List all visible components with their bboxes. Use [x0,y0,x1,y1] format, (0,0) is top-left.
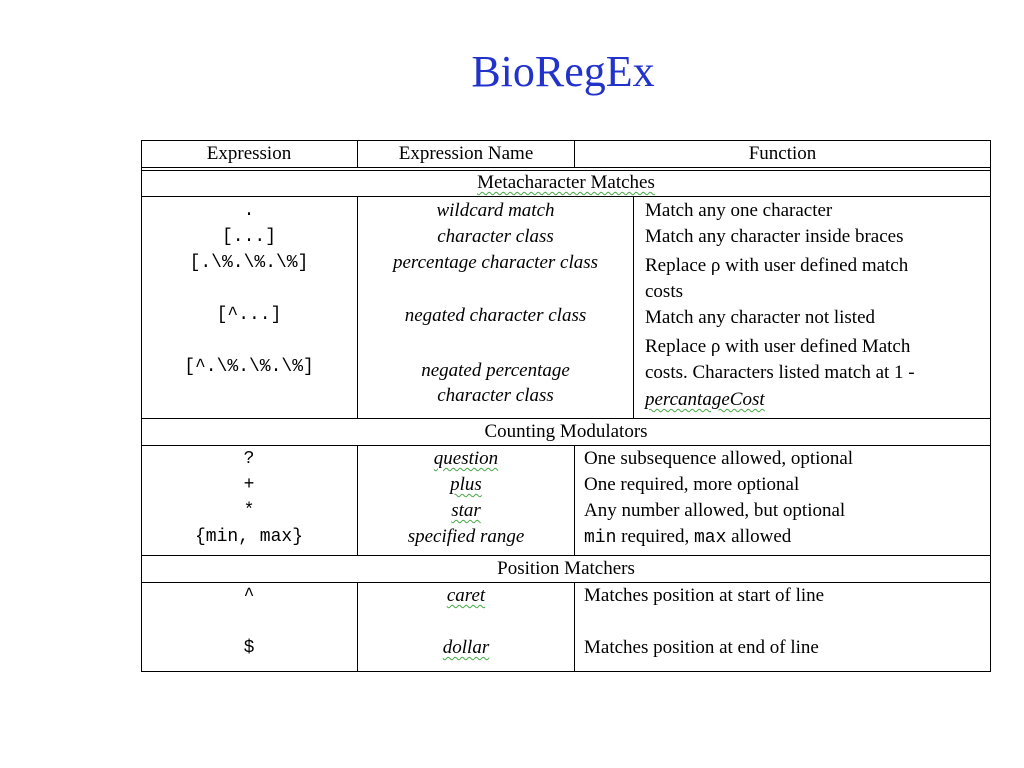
table-rule [633,196,634,419]
table-rule [574,445,575,556]
function-cell: costs [645,281,683,302]
function-cell: Match any character inside braces [645,226,904,247]
table-rule [574,582,575,672]
header-expression-name: Expression Name [398,143,534,164]
code-min: min [584,528,617,548]
expression-cell: [^...] [216,305,282,325]
function-cell: Match any one character [645,200,833,221]
function-cell: One subsequence allowed, optional [584,448,854,469]
expression-name-cell: star [451,500,481,521]
function-cell [584,524,791,551]
table-rule [141,167,991,168]
expression-name-cell: negated character class [404,305,587,326]
regex-table [141,140,991,672]
expression-name-cell: specified range [407,526,525,547]
table-rule [141,671,991,672]
expression-cell: $ [243,638,255,658]
function-cell: percantageCost [645,389,765,410]
function-cell: Any number allowed, but optional [584,500,846,521]
function-cell: Replace ρ with user defined Match [645,336,911,357]
expression-cell: * [243,501,255,521]
section-title: Position Matchers [497,558,635,579]
slide-title: BioRegEx [471,47,655,96]
section-title: Counting Modulators [484,421,648,442]
expression-name-cell: character class [437,385,554,406]
function-cell: One required, more optional [584,474,800,495]
expression-cell: ^ [243,586,255,606]
code-max: max [693,528,727,548]
function-cell: Match any character not listed [645,307,876,328]
section-title [141,170,991,196]
expression-name-cell: wildcard match [436,200,555,221]
header-function: Function [748,143,817,164]
expression-cell: [.\%.\%.\%] [189,253,309,273]
expression-cell: [...] [221,227,276,247]
table-rule [990,140,991,672]
function-text: allowed [726,526,792,547]
function-text: required, [616,526,694,547]
expression-name-cell: question [433,448,499,469]
expression-name-cell: plus [450,474,482,495]
expression-name-cell: character class [437,226,554,247]
expression-name-cell: percentage character class [392,252,599,273]
table-rule [141,196,991,197]
expression-name-cell: negated percentage [421,360,570,381]
function-cell: costs. Characters listed match at 1 - [645,362,915,383]
expression-cell: [^.\%.\%.\%] [184,357,314,377]
section-title-metacharacter: Metacharacter Matches [477,172,655,193]
expression-cell: ? [243,449,255,469]
header-expression: Expression [206,143,292,164]
expression-cell: . [243,201,255,221]
function-cell: Replace ρ with user defined match [645,255,909,276]
expression-cell: {min, max} [194,527,304,547]
expression-cell: + [243,475,255,495]
function-cell: Matches position at end of line [584,637,819,658]
function-cell: Matches position at start of line [584,585,825,606]
expression-name-cell: dollar [442,637,490,658]
expression-name-cell: caret [446,585,486,606]
